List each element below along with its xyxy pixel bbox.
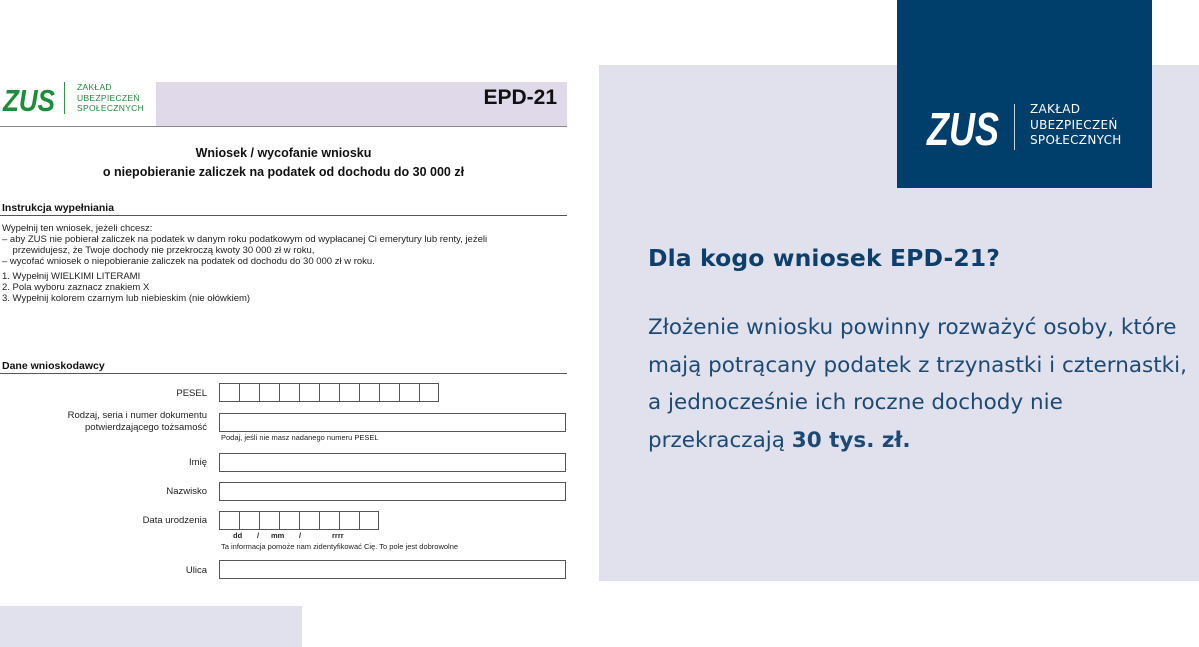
applicant-rule [0, 373, 567, 374]
instructions-rule [0, 215, 567, 216]
instruction-line: przewidujesz, że Twoje dochody nie przekroczą kwoty 30 000 zł w roku, [2, 245, 315, 256]
logo-text: ZUS [925, 103, 1000, 155]
document-field[interactable] [219, 413, 566, 432]
instructions-heading: Instrukcja wypełniania [2, 202, 115, 214]
epd-21-form-preview [0, 78, 570, 598]
instruction-line: 3. Wypełnij kolorem czarnym lub niebieskim (nie ołówkiem) [2, 293, 251, 304]
info-heading: Dla kogo wniosek EPD-21? [648, 244, 1000, 272]
street-label: Ulica [185, 565, 207, 576]
logo-text: ZUS [2, 83, 56, 118]
street-field[interactable] [219, 560, 566, 579]
logo-line-3: SPOŁECZNYCH [77, 103, 145, 113]
bottom-bar-background [0, 606, 302, 647]
instruction-line: 1. Wypełnij WIELKIMI LITERAMI [2, 271, 141, 282]
last-name-label: Nazwisko [166, 486, 207, 497]
form-header [0, 78, 567, 128]
brand-line-2: UBEZPIECZEŃ [1030, 117, 1118, 132]
brand-line-1: ZAKŁAD [1030, 102, 1081, 116]
zus-logo-white [925, 103, 1001, 155]
instruction-line: Wypełnij ten wniosek, jeżeli chcesz: [2, 223, 153, 234]
form-code: EPD-21 [483, 86, 557, 109]
logo-line-1: ZAKŁAD [77, 82, 112, 92]
birth-date-hint: Ta informacja pomoże nam zidentyfikować Cię. To pole jest dobrowolne [221, 542, 459, 551]
first-name-label: Imię [189, 457, 207, 468]
applicant-heading: Dane wnioskodawcy [2, 360, 105, 372]
logo-divider [64, 82, 65, 114]
date-format-mm: mm [271, 531, 285, 540]
zus-logo-green [3, 84, 56, 116]
logo-words [77, 82, 144, 114]
date-format-yyyy: rrrr [332, 531, 344, 540]
header-rule [0, 126, 567, 127]
form-title-line-2: o niepobieranie zaliczek na podatek od dochodu do 30 000 zł [102, 165, 465, 179]
form-title-line-1: Wniosek / wycofanie wniosku [195, 146, 372, 160]
date-format-sep: / [299, 531, 302, 540]
document-hint: Podaj, jeśli nie masz nadanego numeru PESEL [221, 433, 379, 442]
birth-date-field[interactable] [219, 511, 379, 530]
first-name-field[interactable] [219, 453, 566, 472]
document-label: Rodzaj, seria i numer dokumentu potwierdzającego tożsamość [67, 410, 207, 433]
last-name-field[interactable] [219, 482, 566, 501]
pesel-field[interactable] [219, 383, 439, 402]
logo-line-2: UBEZPIECZEŃ [77, 92, 140, 103]
instruction-line: 2. Pola wyboru zaznacz znakiem X [2, 282, 150, 293]
instructions-list [2, 223, 567, 304]
date-format-dd: dd [233, 531, 243, 540]
brand-words [1030, 102, 1122, 149]
brand-line-3: SPOŁECZNYCH [1030, 133, 1122, 147]
zus-brand-box [897, 0, 1152, 188]
birth-date-label: Data urodzenia [142, 515, 207, 526]
info-body [648, 309, 1188, 459]
instruction-line: – aby ZUS nie pobierał zaliczek na podatek w danym roku podatkowym od wypłacanej Ci emerytury lub renty, jeżeli [2, 234, 488, 245]
pesel-label: PESEL [176, 388, 207, 399]
date-format-sep: / [257, 531, 260, 540]
instruction-line: – wycofać wniosek o niepobieranie zaliczek na podatek od dochodu do 30 000 zł w roku. [2, 256, 375, 267]
brand-divider [1014, 104, 1015, 150]
info-body-text: Złożenie wniosku powinny rozważyć osoby, które mają potrącany podatek z trzynastki i czternastki, a jednocześnie ich roczne dochody nie przekraczają [648, 315, 1187, 453]
info-body-amount: 30 tys. zł. [791, 427, 911, 453]
